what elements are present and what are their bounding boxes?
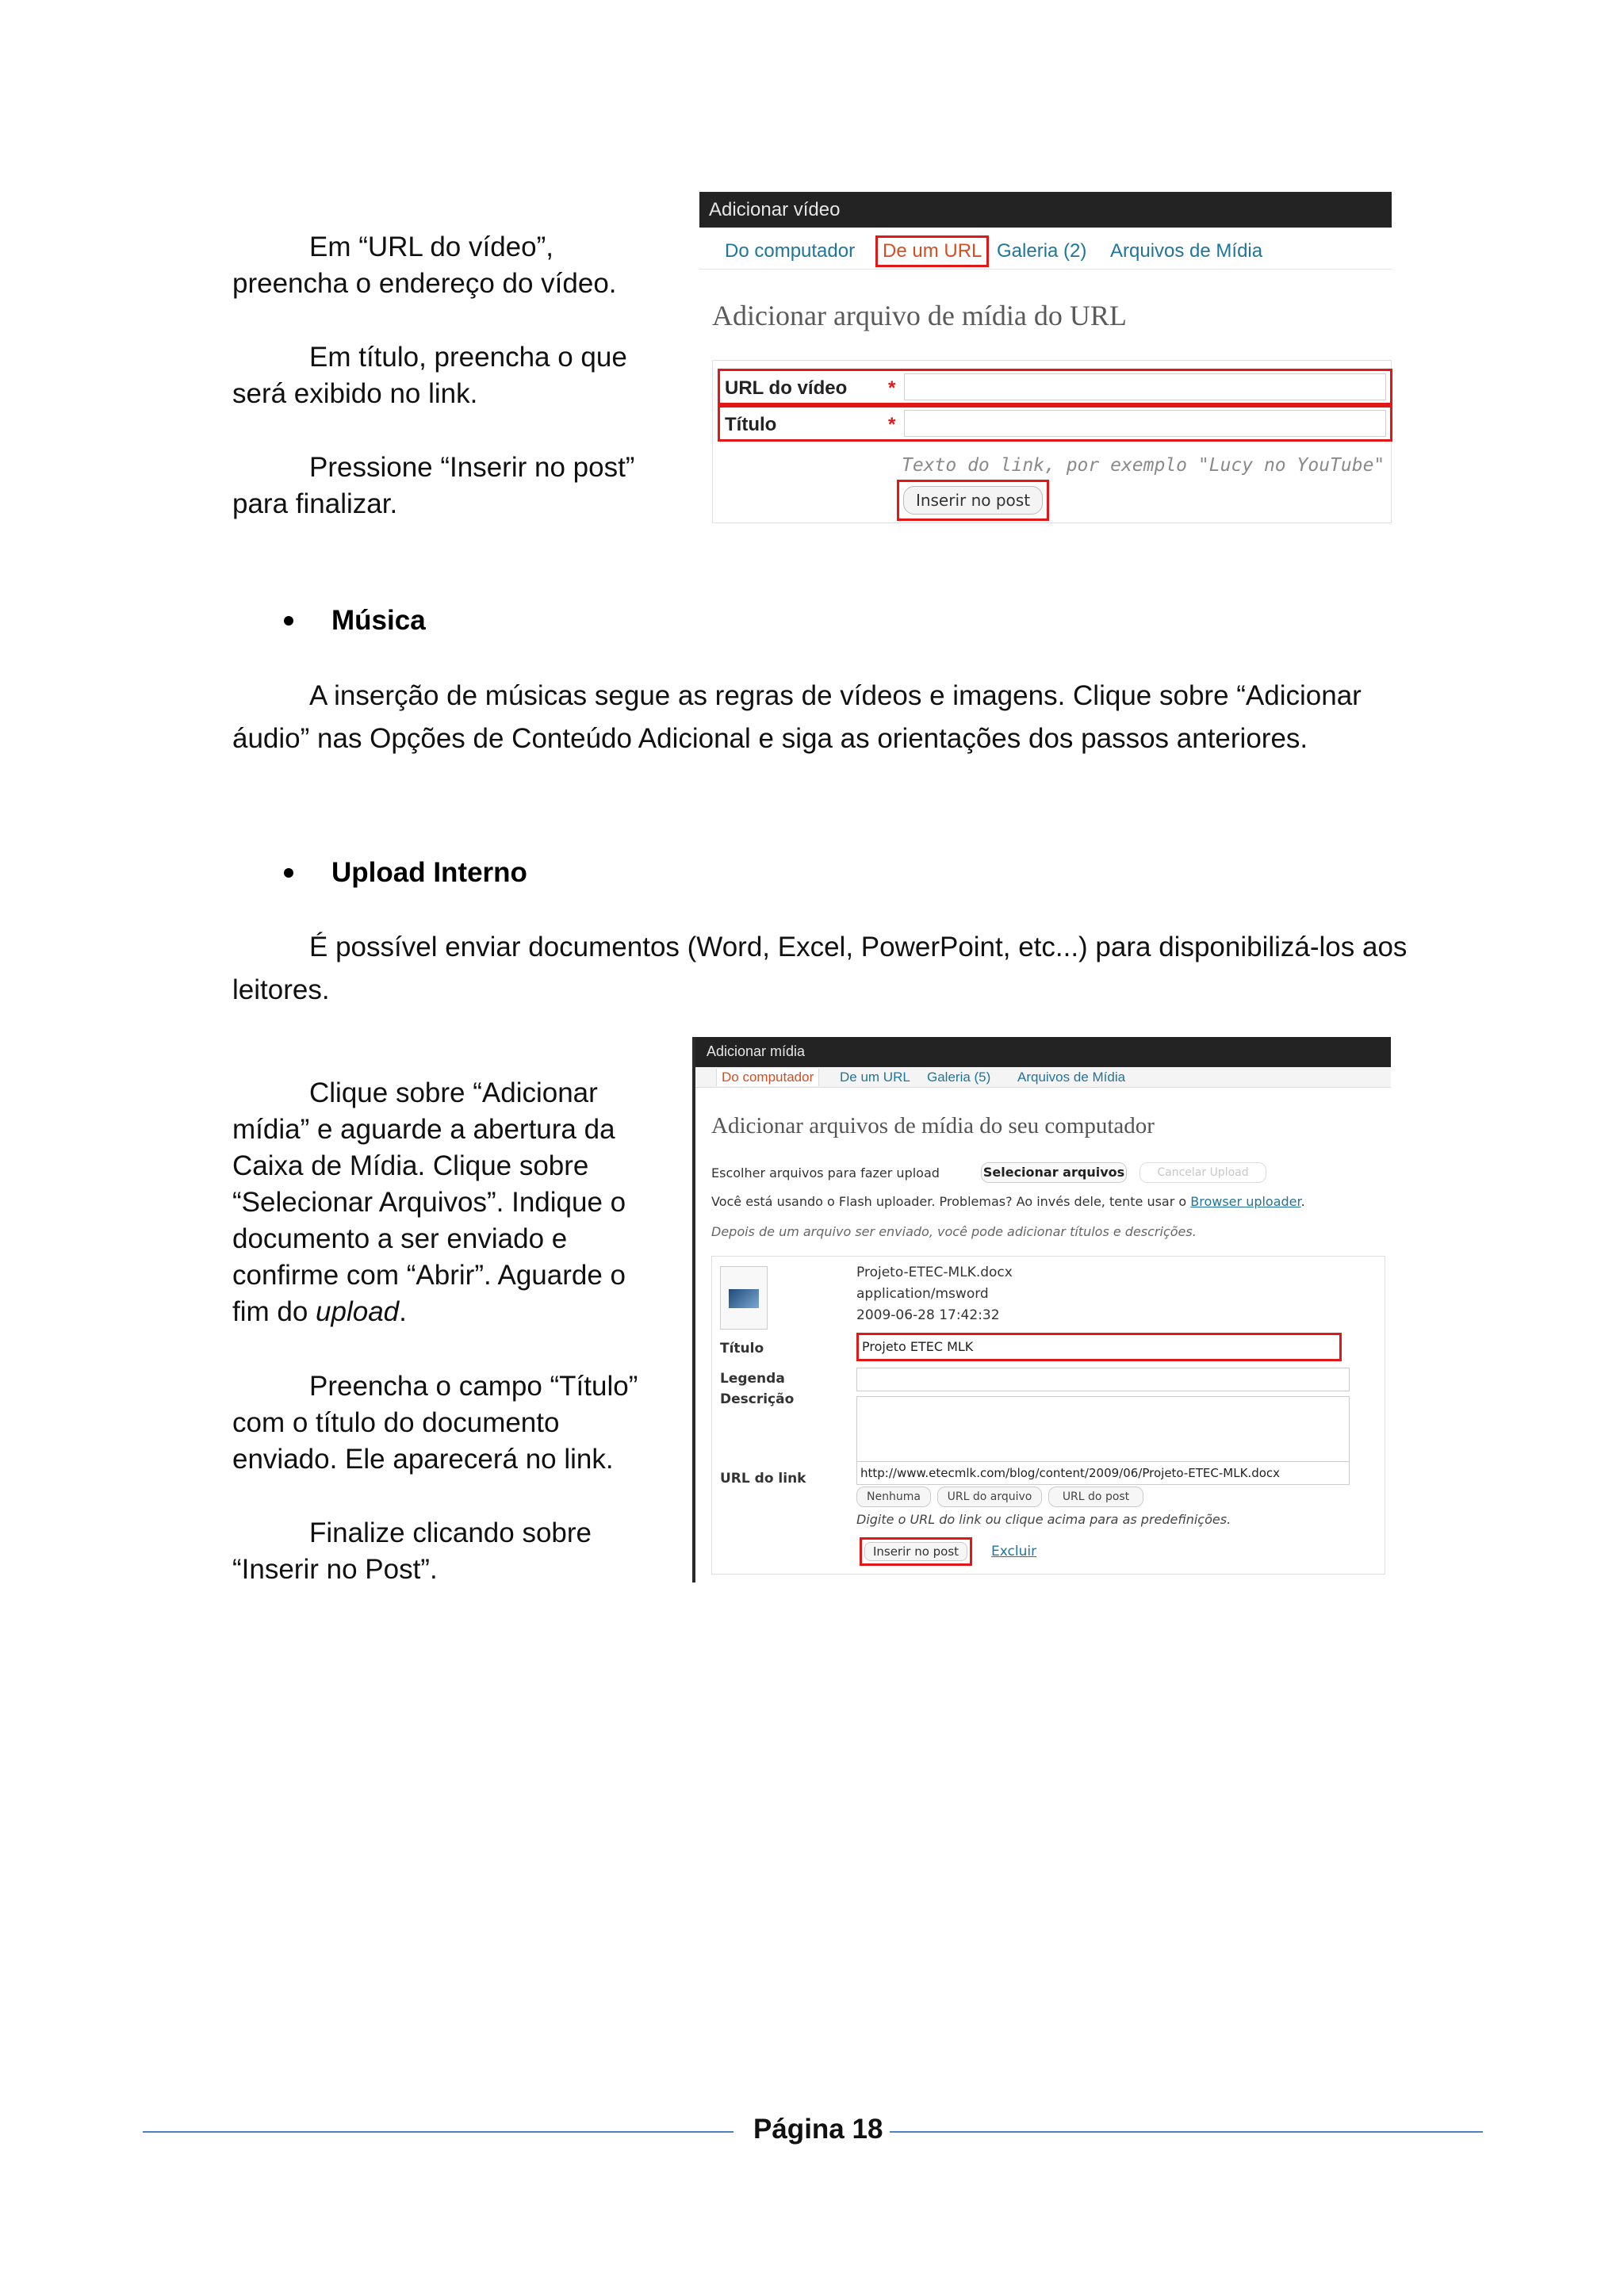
video-url-row [718,369,1392,405]
tab-arquivos-de-midia[interactable]: Arquivos de Mídia [1110,240,1263,262]
file-mime-type: application/msword [856,1286,989,1302]
video-url-label: URL do vídeo [725,377,848,399]
tab-bar [699,232,1392,270]
select-files-button[interactable]: Selecionar arquivos [981,1162,1127,1183]
url-link-input[interactable]: http://www.etecmlk.com/blog/content/2009/06/Projeto-ETEC-MLK.docx [856,1461,1350,1485]
legenda-input[interactable] [856,1368,1350,1391]
delete-link[interactable]: Excluir [991,1544,1037,1559]
tab-galeria[interactable]: Galeria (2) [997,240,1087,262]
bullet-icon [284,868,293,878]
upload-heading-text: Upload Interno [331,857,527,888]
footer-rule-right [890,2131,1483,2133]
tab-arquivos-de-midia[interactable]: Arquivos de Mídia [1017,1070,1126,1085]
tab-de-um-url[interactable]: De um URL [875,235,989,267]
descricao-textarea[interactable] [856,1396,1350,1463]
file-name: Projeto-ETEC-MLK.docx [856,1265,1013,1280]
uploaded-file-item [711,1256,1385,1575]
add-video-screenshot [699,192,1392,523]
required-marker: * [888,377,896,399]
video-url-input[interactable] [904,373,1386,400]
insert-button-highlight [897,480,1049,521]
upload-steps-paragraph: Clique sobre “Adicionar mídia” e aguarde a abertura da Caixa de Mídia. Clique sobre “Selecionar Arquivos”. Indique o documento a ser enviado e confirme com “Abrir”. Aguarde o fim do upload. [232,1077,626,1327]
cancel-upload-button[interactable]: Cancelar Upload [1139,1162,1266,1183]
legenda-label: Legenda [720,1371,785,1387]
tab-galeria[interactable]: Galeria (5) [927,1070,991,1085]
upload-paragraph: É possível enviar documentos (Word, Excel, PowerPoint, etc...) para disponibilizá-los aos leitores. [232,932,1408,1005]
window-title-bar: Adicionar vídeo [699,192,1392,228]
bullet-icon [284,616,293,626]
tab-do-computador[interactable]: Do computador [716,1069,819,1086]
tab-bar [695,1067,1391,1088]
file-date: 2009-06-28 17:42:32 [856,1307,1000,1323]
panel-heading: Adicionar arquivo de mídia do URL [712,300,1127,331]
insert-post-button[interactable]: Inserir no post [903,486,1043,515]
choose-files-label: Escolher arquivos para fazer upload [711,1165,940,1181]
musica-heading-text: Música [331,605,426,636]
video-insert-instruction: Pressione “Inserir no post” para finalizar. [232,452,635,519]
page-number: Página 18 [753,2114,883,2145]
titulo-input[interactable]: Projeto ETEC MLK [856,1333,1342,1361]
url-file-button[interactable]: URL do arquivo [937,1487,1042,1507]
musica-heading [284,605,426,637]
url-hint: Digite o URL do link ou clique acima para as predefinições. [856,1512,1231,1527]
required-marker: * [888,414,896,435]
after-upload-note: Depois de um arquivo ser enviado, você pode adicionar títulos e descrições. [711,1224,1197,1239]
titulo-label: Título [720,1341,764,1357]
window-title-bar: Adicionar mídia [695,1037,1391,1067]
url-form-panel [712,360,1392,523]
musica-paragraph: A inserção de músicas segue as regras de vídeos e imagens. Clique sobre “Adicionar áudio” nas Opções de Conteúdo Adicional e siga as orientações dos passos anteriores. [232,680,1362,754]
title-row [718,405,1392,442]
tab-do-computador[interactable]: Do computador [725,240,856,262]
title-input[interactable] [904,410,1386,437]
video-title-instruction: Em título, preencha o que será exibido no link. [232,342,627,409]
browser-uploader-link[interactable]: Browser uploader [1190,1194,1301,1209]
descricao-label: Descrição [720,1391,795,1407]
tab-de-um-url[interactable]: De um URL [840,1070,910,1085]
upload-heading [284,857,527,889]
flash-uploader-notice: Você está usando o Flash uploader. Problemas? Ao invés dele, tente usar o Browser uploader. [711,1194,1305,1209]
link-text-hint: Texto do link, por exemplo "Lucy no YouTube" [902,455,1385,476]
add-media-screenshot [692,1037,1391,1582]
url-none-button[interactable]: Nenhuma [856,1487,931,1507]
finalize-paragraph: Finalize clicando sobre “Inserir no Post”. [232,1517,592,1585]
title-label: Título [725,414,777,435]
document-thumbnail-icon [720,1266,768,1330]
url-link-label: URL do link [720,1471,806,1487]
insert-button-highlight [860,1537,972,1566]
insert-post-button[interactable]: Inserir no post [864,1542,967,1561]
title-field-paragraph: Preencha o campo “Título” com o título do documento enviado. Ele aparecerá no link. [232,1371,638,1475]
url-post-button[interactable]: URL do post [1048,1487,1143,1507]
video-url-instruction: Em “URL do vídeo”, preencha o endereço do vídeo. [232,232,617,299]
footer-rule-left [143,2131,733,2133]
panel-heading: Adicionar arquivos de mídia do seu computador [711,1113,1155,1138]
